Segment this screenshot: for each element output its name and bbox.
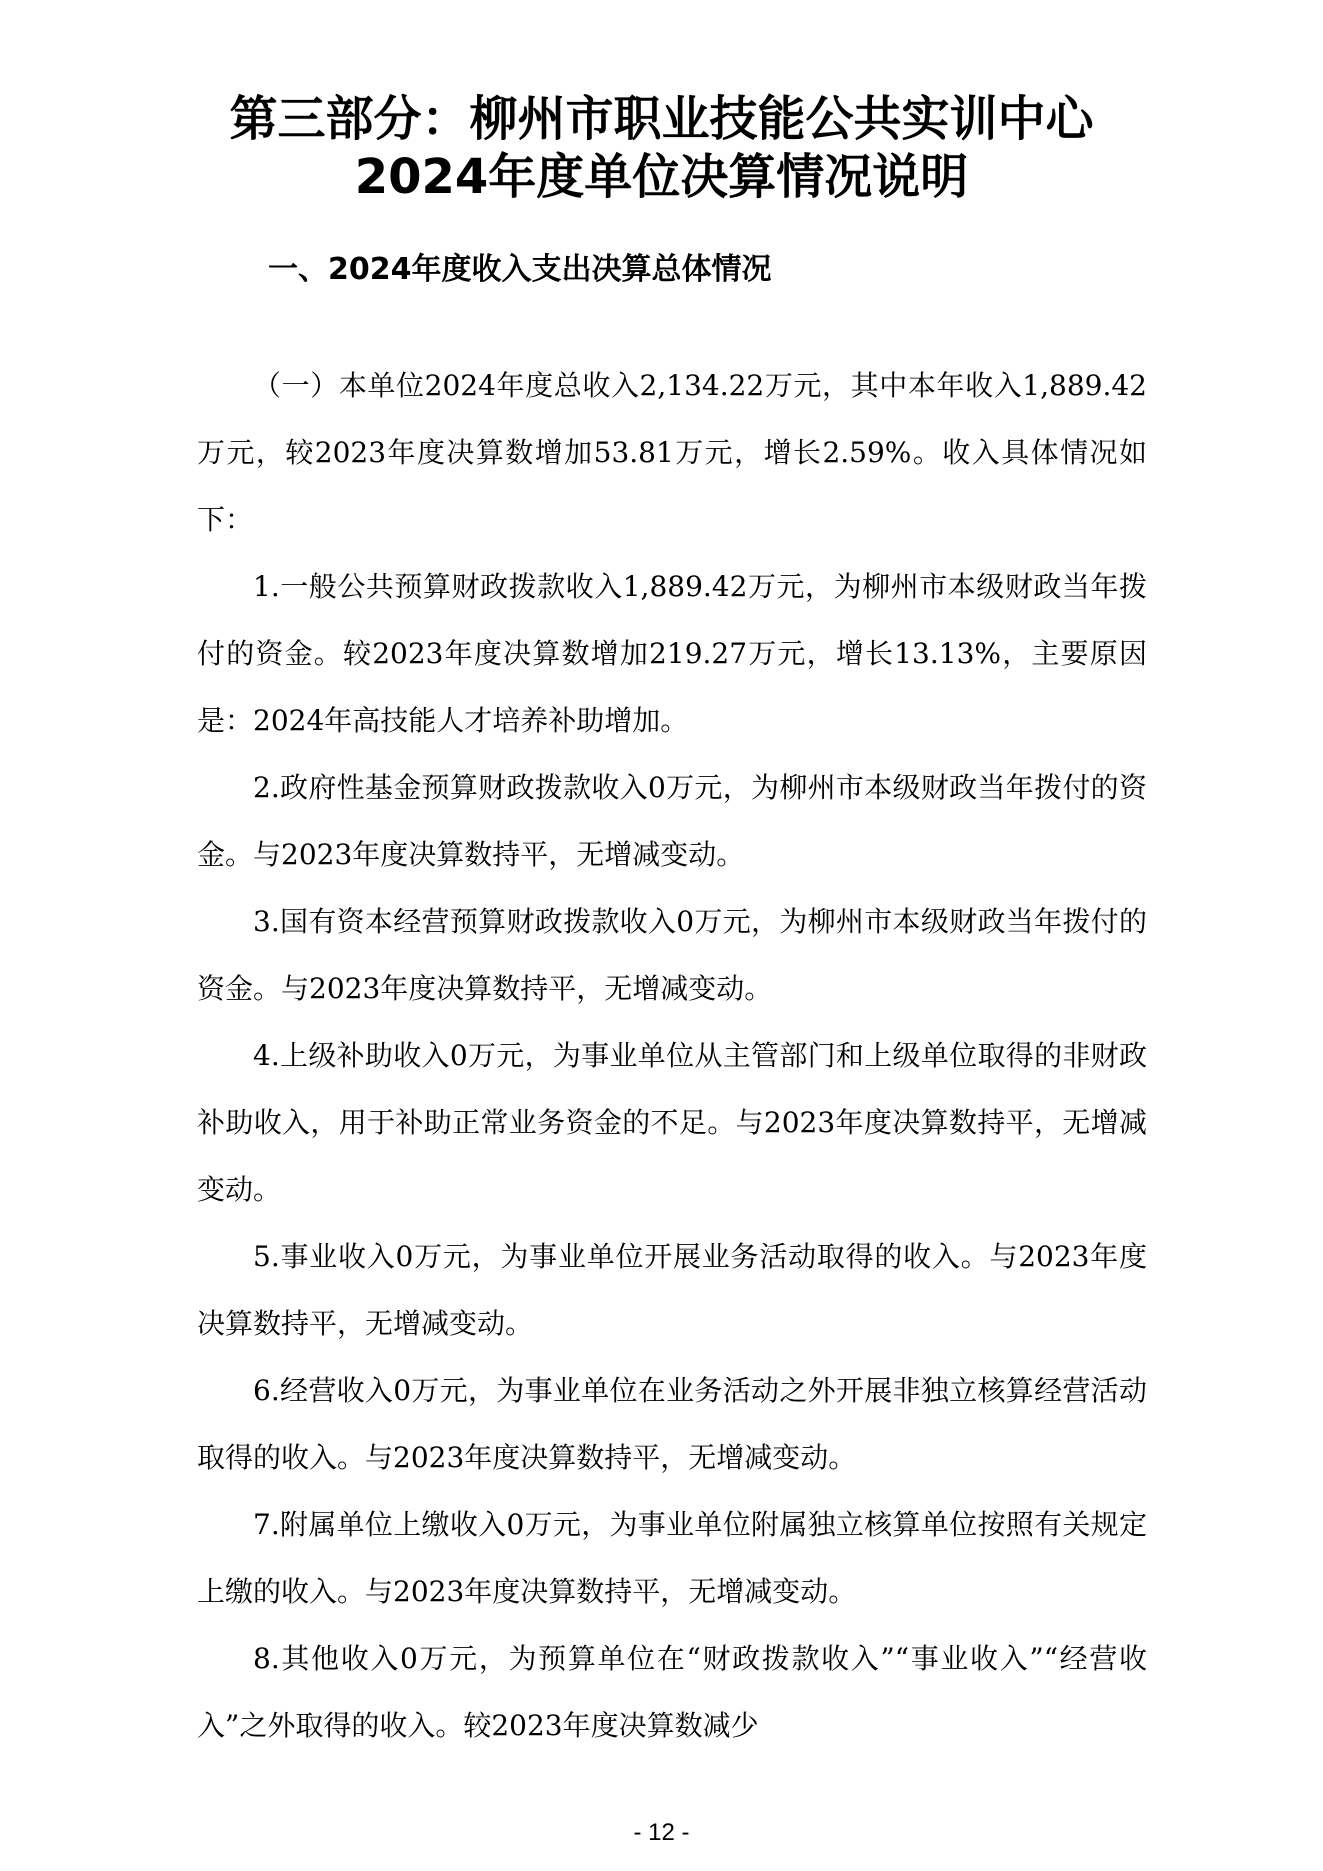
paragraph-government-fund-income: 2.政府性基金预算财政拨款收入0万元，为柳州市本级财政当年拨付的资金。与2023年度决算数持平，无增减变动。 xyxy=(197,771,1147,871)
document-body xyxy=(197,352,1147,1759)
paragraph-business-income: 5.事业收入0万元，为事业单位开展业务活动取得的收入。与2023年度决算数持平，无增减变动。 xyxy=(197,1240,1147,1340)
paragraph-affiliated-unit-income: 7.附属单位上缴收入0万元，为事业单位附属独立核算单位按照有关规定上缴的收入。与2023年度决算数持平，无增减变动。 xyxy=(197,1508,1147,1608)
page-title-line-1: 第三部分：柳州市职业技能公共实训中心 xyxy=(229,91,1094,147)
paragraph-state-capital-income: 3.国有资本经营预算财政拨款收入0万元，为柳州市本级财政当年拨付的资金。与2023年度决算数持平，无增减变动。 xyxy=(197,905,1147,1005)
page-number: - 12 - xyxy=(633,1819,690,1846)
section-heading: 一、2024年度收入支出决算总体情况 xyxy=(268,252,772,287)
paragraph-superior-subsidy-income: 4.上级补助收入0万元，为事业单位从主管部门和上级单位取得的非财政补助收入，用于补助正常业务资金的不足。与2023年度决算数持平，无增减变动。 xyxy=(197,1039,1147,1206)
paragraph-general-budget-income: 1.一般公共预算财政拨款收入1,889.42万元，为柳州市本级财政当年拨付的资金。较2023年度决算数增加219.27万元，增长13.13%，主要原因是：2024年高技能人才培养补助增加。 xyxy=(197,570,1147,737)
page-title xyxy=(0,90,1323,206)
paragraph-operating-income: 6.经营收入0万元，为事业单位在业务活动之外开展非独立核算经营活动取得的收入。与2023年度决算数持平，无增减变动。 xyxy=(197,1374,1147,1474)
page-title-line-2: 2024年度单位决算情况说明 xyxy=(354,149,969,205)
paragraph-other-income: 8.其他收入0万元，为预算单位在“财政拨款收入”“事业收入”“经营收入”之外取得的收入。较2023年度决算数减少 xyxy=(197,1642,1147,1742)
paragraph-total-income: （一）本单位2024年度总收入2,134.22万元，其中本年收入1,889.42万元，较2023年度决算数增加53.81万元，增长2.59%。收入具体情况如下： xyxy=(197,369,1147,536)
